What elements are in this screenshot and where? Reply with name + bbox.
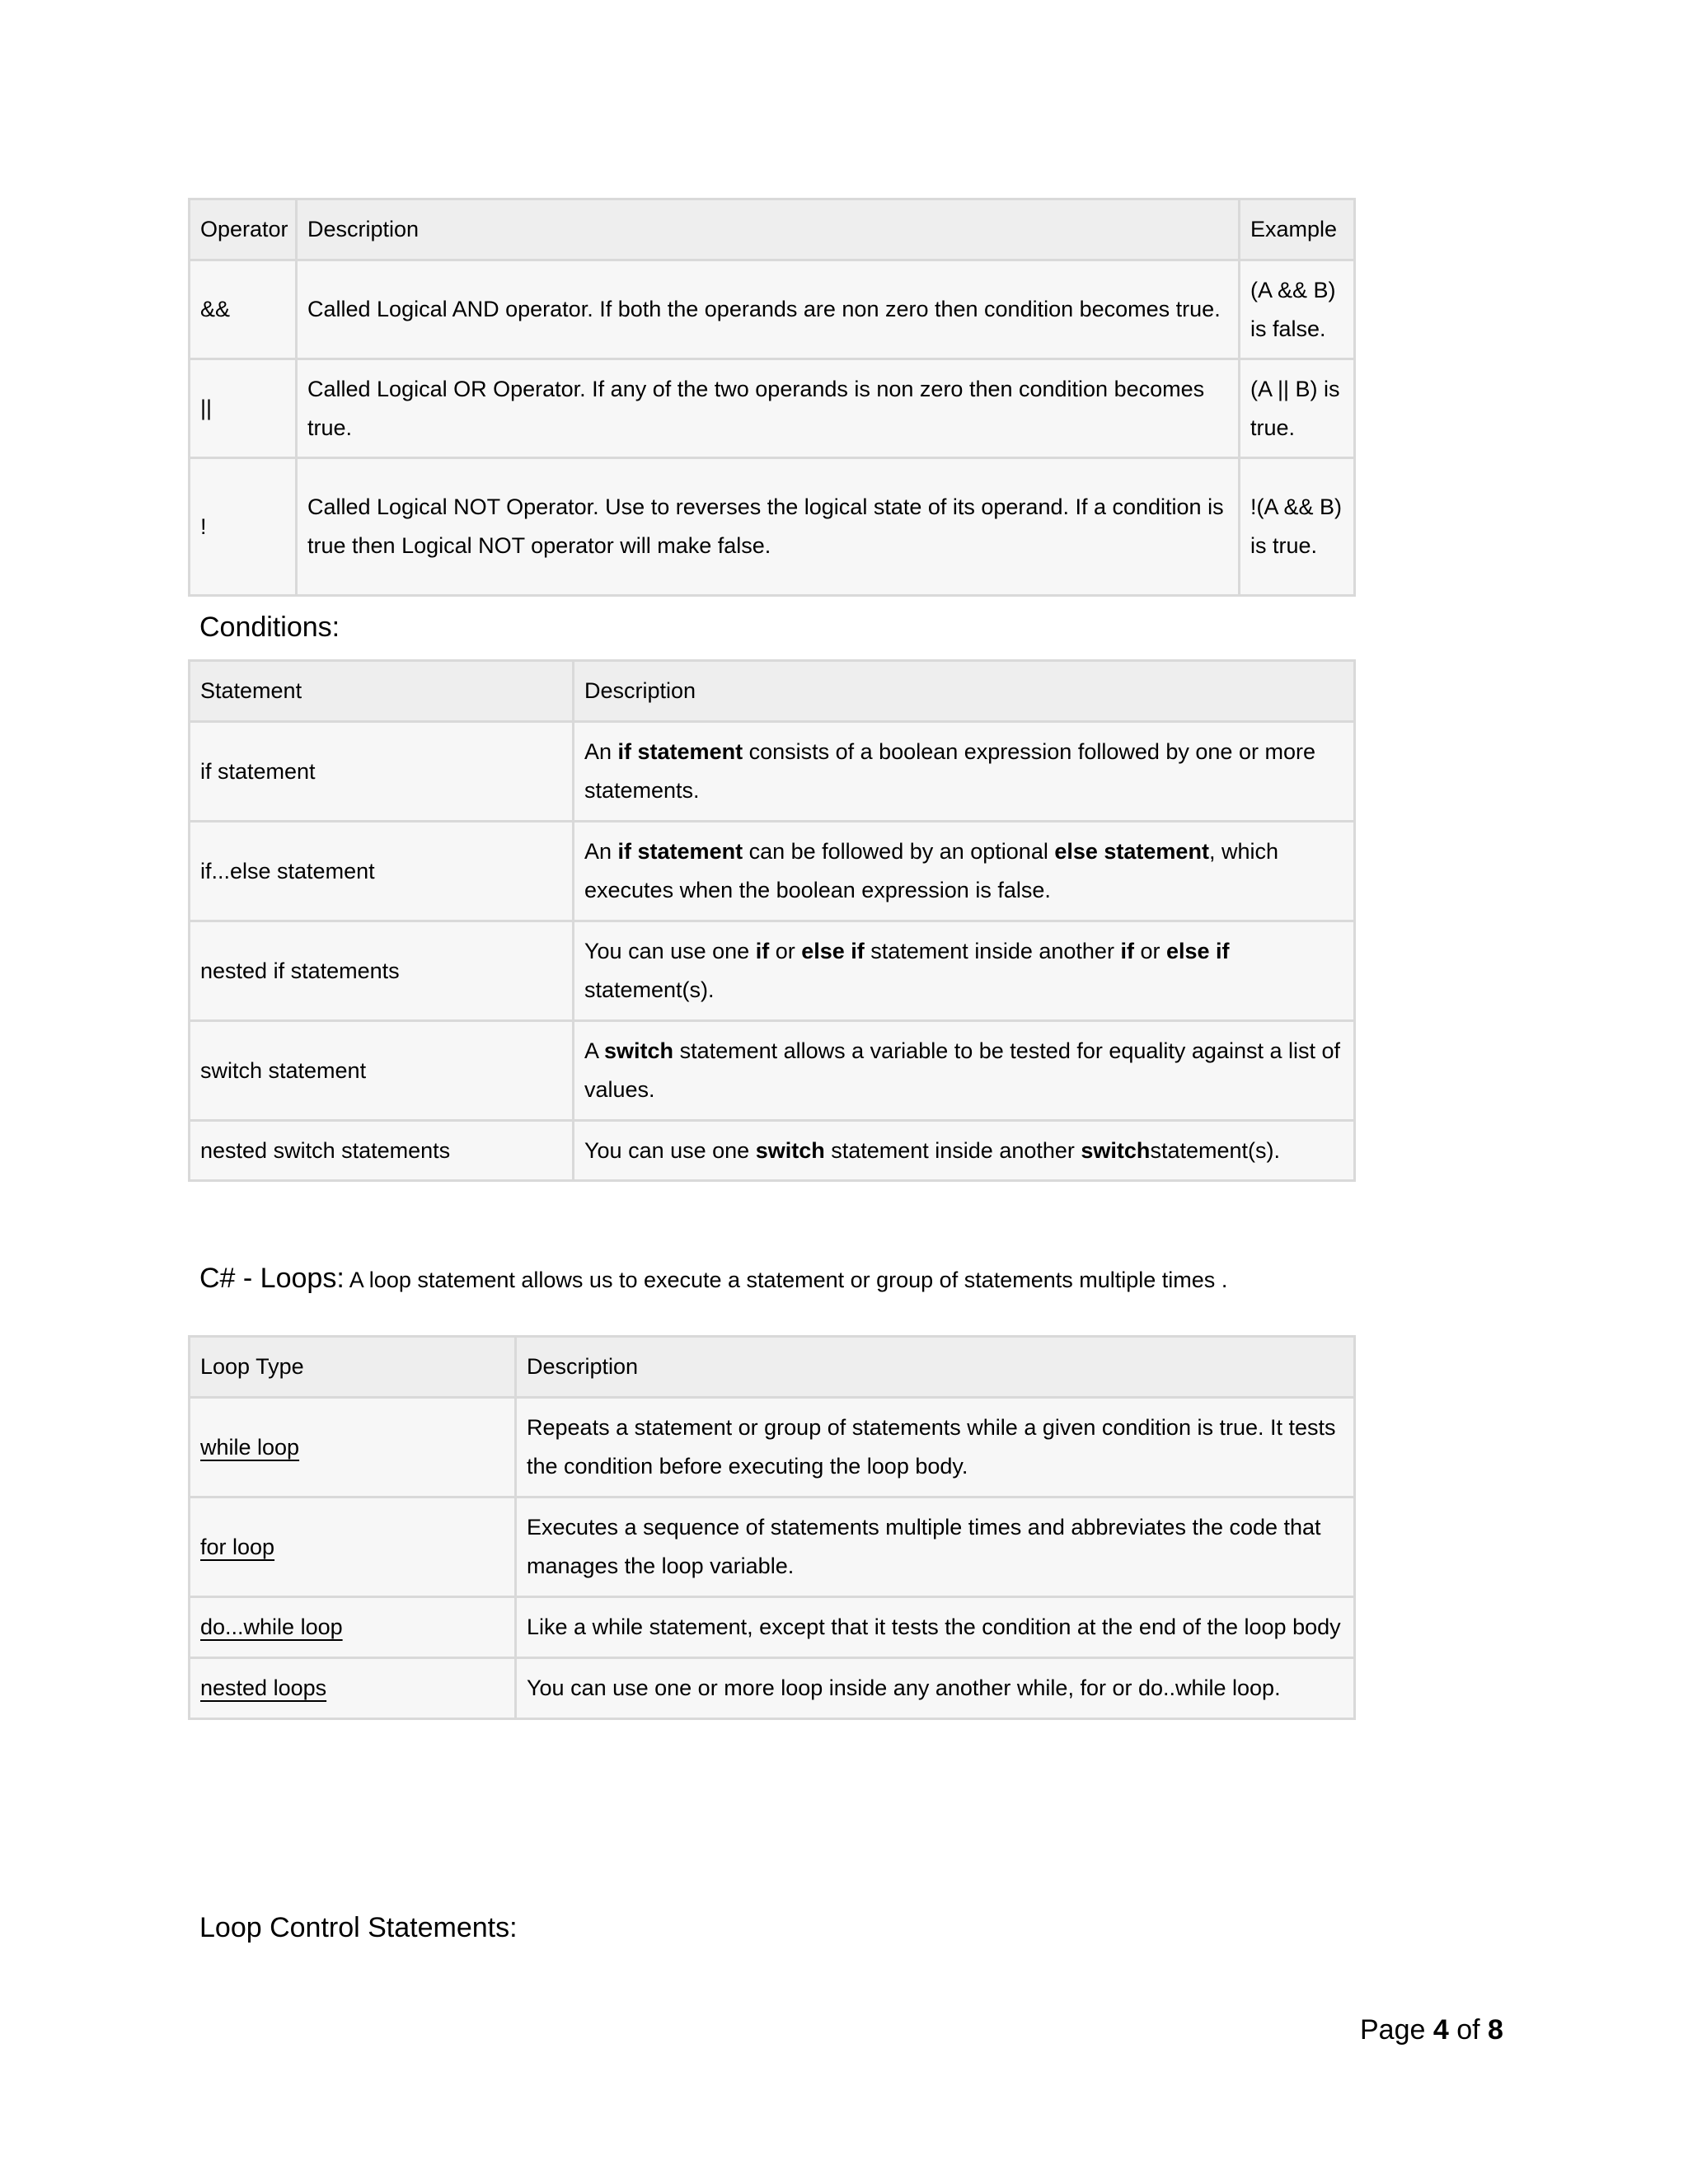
example-cell: (A || B) is true. [1240,359,1355,458]
loop-type-cell [190,1658,516,1719]
page-number [1360,2014,1503,2046]
table-row [190,1121,1355,1181]
description-cell: You can use one or more loop inside any another while, for or do..while loop. [516,1658,1355,1719]
loop-type-cell [190,1497,516,1597]
column-header: Statement [190,661,574,722]
column-header: Description [297,199,1240,260]
description-cell: Executes a sequence of statements multiple times and abbreviates the code that manages the loop variable. [516,1497,1355,1597]
loops-title: C# - Loops: [199,1263,345,1294]
description-cell: A switch statement allows a variable to be tested for equality against a list of values. [574,1021,1355,1121]
table-row [190,1398,1355,1497]
statement-cell: nested if statements [190,921,574,1021]
loops-table [188,1335,1356,1720]
column-header: Description [574,661,1355,722]
table-row [190,1597,1355,1658]
description-cell: Repeats a statement or group of statements while a given condition is true. It tests the condition before executing the loop body. [516,1398,1355,1497]
table-row [190,1021,1355,1121]
column-header: Operator [190,199,297,260]
loops-heading [199,1263,1227,1295]
table-header-row [190,199,1355,260]
operators-table [188,198,1356,597]
table-row [190,822,1355,921]
description-cell: You can use one if or else if statement inside another if or else if statement(s). [574,921,1355,1021]
conditions-heading: Conditions: [199,612,340,643]
table-row [190,359,1355,458]
column-header: Example [1240,199,1355,260]
table-header-row [190,1337,1355,1398]
description-cell: Called Logical NOT Operator. Use to reverses the logical state of its operand. If a condition is true then Logical NOT operator will make false. [297,458,1240,596]
operator-cell: ! [190,458,297,596]
statement-cell: switch statement [190,1021,574,1121]
table-row [190,722,1355,822]
loop-control-heading: Loop Control Statements: [199,1912,518,1943]
page-word: Page [1360,2014,1426,2046]
column-header: Description [516,1337,1355,1398]
conditions-table [188,659,1356,1182]
while-loop-link[interactable]: while loop [200,1434,300,1460]
of-word: of [1456,2014,1480,2046]
current-page: 4 [1432,2014,1449,2046]
description-cell: An if statement consists of a boolean expression followed by one or more statements. [574,722,1355,822]
description-cell: Called Logical OR Operator. If any of the two operands is non zero then condition becomes true. [297,359,1240,458]
do-while-loop-link[interactable]: do...while loop [200,1615,343,1639]
description-cell: Like a while statement, except that it tests the condition at the end of the loop body [516,1597,1355,1658]
table-row [190,1658,1355,1719]
table-row [190,1497,1355,1597]
for-loop-link[interactable]: for loop [200,1534,275,1559]
description-cell: Called Logical AND operator. If both the operands are non zero then condition becomes true. [297,260,1240,359]
table-header-row [190,661,1355,722]
description-cell: You can use one switch statement inside another switchstatement(s). [574,1121,1355,1181]
table-row [190,260,1355,359]
column-header: Loop Type [190,1337,516,1398]
description-cell: An if statement can be followed by an optional else statement, which executes when the boolean expression is false. [574,822,1355,921]
nested-loops-link[interactable]: nested loops [200,1675,327,1700]
total-pages: 8 [1488,2014,1503,2046]
table-row [190,921,1355,1021]
example-cell: (A && B) is false. [1240,260,1355,359]
statement-cell: nested switch statements [190,1121,574,1181]
loops-intro: A loop statement allows us to execute a statement or group of statements multiple times . [344,1268,1228,1292]
operator-cell: || [190,359,297,458]
example-cell: !(A && B) is true. [1240,458,1355,596]
statement-cell: if...else statement [190,822,574,921]
loop-type-cell [190,1597,516,1658]
statement-cell: if statement [190,722,574,822]
operator-cell: && [190,260,297,359]
table-row [190,458,1355,596]
loop-type-cell [190,1398,516,1497]
